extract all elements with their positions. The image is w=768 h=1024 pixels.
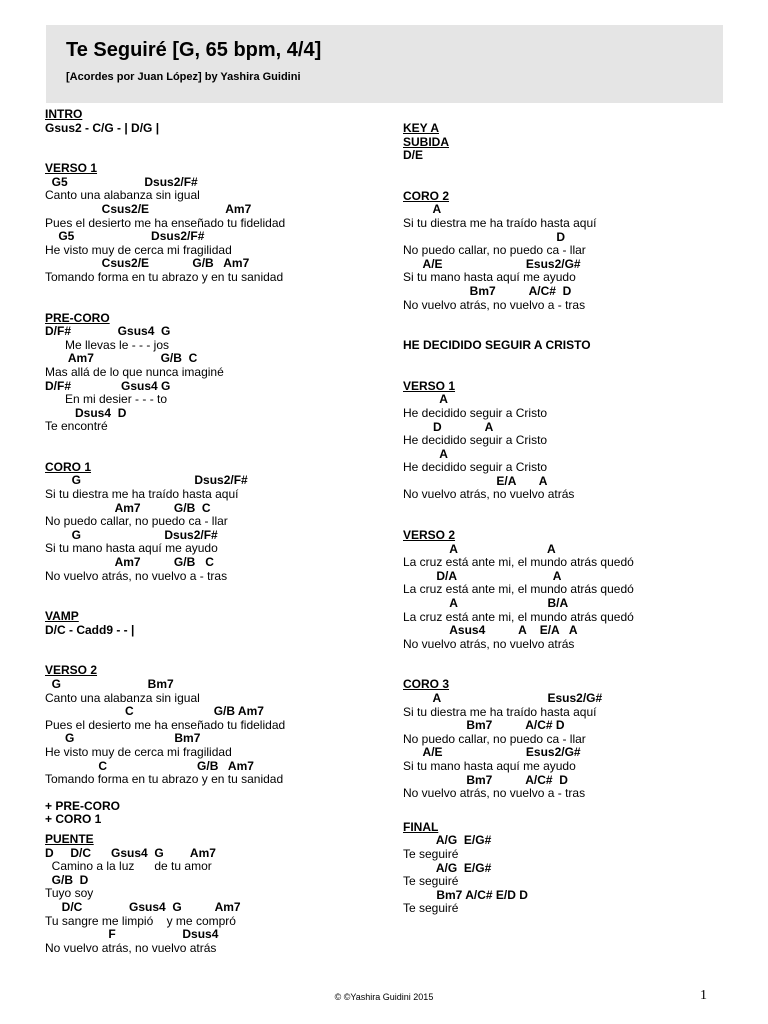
chord-line: G Bm7: [45, 731, 201, 746]
copyright-footer: © ©Yashira Guidini 2015: [334, 992, 434, 1002]
lyric-line: No vuelvo atrás, no vuelvo atrás: [45, 940, 217, 955]
section-pre-coro: [45, 312, 375, 434]
section-verso-2: [45, 664, 375, 786]
section-intro: [45, 108, 375, 135]
section-coro-3: [403, 678, 733, 800]
chord-line: Dsus4 D: [45, 405, 127, 420]
chord-line: Am7 G/B C: [45, 500, 211, 515]
ref-coro-1: + CORO 1: [45, 812, 102, 827]
lyric-line: He decidido seguir a Cristo: [403, 433, 548, 448]
lyric-line: Tomando forma en tu abrazo y en tu sanidad: [45, 269, 284, 284]
section-verso-1-b: [403, 380, 733, 502]
section-label-puente: PUENTE: [45, 831, 94, 846]
lyric-line: Te encontré: [45, 419, 108, 434]
section-label-subida: SUBIDA: [403, 134, 450, 149]
lyric-line: No vuelvo atrás, no vuelvo a - tras: [45, 568, 228, 583]
chord-line: A/G E/G#: [403, 833, 492, 848]
lyric-line: He visto muy de cerca mi fragilidad: [45, 242, 232, 257]
lyric-line: La cruz está ante mi, el mundo atrás quedó: [403, 609, 634, 624]
chord-line: F Dsus4: [45, 927, 219, 942]
chord-line: C G/B Am7: [45, 704, 264, 719]
lyric-line: No vuelvo atrás, no vuelvo a - tras: [403, 786, 586, 801]
chord-line: A B/A: [403, 596, 569, 611]
section-label-final: FINAL: [403, 819, 439, 834]
lyric-line: La cruz está ante mi, el mundo atrás quedó: [403, 582, 634, 597]
lyric-line: No vuelvo atrás, no vuelvo atrás: [403, 636, 575, 651]
section-verso-1: [45, 162, 375, 284]
ref-pre-coro: + PRE-CORO: [45, 798, 121, 813]
section-label-verso-2-b: VERSO 2: [403, 528, 456, 543]
lyric-line: Te seguiré: [403, 846, 459, 861]
section-verso-2-b: [403, 529, 733, 651]
lyric-line: Tu sangre me limpió y me compró: [45, 913, 236, 928]
section-label-intro: INTRO: [45, 107, 83, 121]
section-he-decidido: [403, 339, 733, 353]
section-puente: [45, 833, 375, 955]
lyric-line: No puedo callar, no puedo ca - llar: [45, 514, 228, 529]
chord-line: D/F# Gsus4 G: [45, 324, 171, 339]
chord-line: Csus2/E G/B Am7: [45, 256, 250, 271]
chord-line: Bm7 A/C# E/D D: [403, 887, 528, 902]
chord-line: C G/B Am7: [45, 758, 254, 773]
section-vamp: [45, 610, 375, 637]
chord-line: Bm7 A/C# D: [403, 772, 568, 787]
lyric-line: No vuelvo atrás, no vuelvo a - tras: [403, 297, 586, 312]
chord-line: D/F# Gsus4 G: [45, 378, 171, 393]
chord-line: Csus2/E Am7: [45, 201, 252, 216]
lyric-line: Si tu mano hasta aquí me ayudo: [45, 541, 218, 556]
lyric-line: Si tu mano hasta aquí me ayudo: [403, 758, 576, 773]
lyric-line: En mi desier - - - to: [45, 392, 168, 407]
section-label-pre-coro: PRE-CORO: [45, 310, 110, 325]
section-label-vamp: VAMP: [45, 609, 79, 624]
lyric-line: Mas allá de lo que nunca imaginé: [45, 364, 224, 379]
lyric-line: Tuyo soy: [45, 886, 94, 901]
song-title: Te Seguiré [G, 65 bpm, 4/4]: [66, 39, 322, 61]
lyric-line: Si tu diestra me ha traído hasta aquí: [45, 487, 239, 502]
song-header: [46, 25, 723, 103]
chord-line: D A: [403, 419, 494, 434]
chord-line: D/E: [403, 148, 424, 163]
lyric-line: Si tu diestra me ha traído hasta aquí: [403, 704, 597, 719]
lyric-line: Te seguiré: [403, 874, 459, 889]
chord-line: A: [403, 392, 448, 407]
lyric-line: Si tu mano hasta aquí me ayudo: [403, 270, 576, 285]
song-subtitle: [Acordes por Juan López] by Yashira Guidini: [66, 71, 301, 83]
chord-line: A/E Esus2/G#: [403, 745, 581, 760]
section-coro-2: [403, 190, 733, 312]
lyric-line: No puedo callar, no puedo ca - llar: [403, 731, 586, 746]
lyric-line: He decidido seguir a Cristo: [403, 405, 548, 420]
lyric-line: No vuelvo atrás, no vuelvo atrás: [403, 487, 575, 502]
section-refs: [45, 800, 375, 827]
chord-line: Am7 G/B C: [45, 351, 198, 366]
chord-line: A: [403, 446, 448, 461]
section-label-verso-1-b: VERSO 1: [403, 378, 456, 393]
left-column: [45, 108, 375, 955]
lyric-line: No puedo callar, no puedo ca - llar: [403, 243, 586, 258]
chord-line: D/C - Cadd9 - - |: [45, 622, 135, 637]
chord-line: G Dsus2/F#: [45, 473, 248, 488]
chord-line: D D/C Gsus4 G Am7: [45, 845, 216, 860]
lyric-line: Canto una alabanza sin igual: [45, 188, 200, 203]
lyric-line: Te seguiré: [403, 901, 459, 916]
section-label-verso-1: VERSO 1: [45, 161, 98, 176]
chord-line: A: [403, 202, 442, 217]
he-decidido-heading: HE DECIDIDO SEGUIR A CRISTO: [403, 338, 591, 353]
section-coro-1: [45, 461, 375, 583]
chord-line: D: [403, 229, 566, 244]
chord-line: G Dsus2/F#: [45, 527, 218, 542]
chord-line: A/G E/G#: [403, 860, 492, 875]
lyric-line: Tomando forma en tu abrazo y en tu sanidad: [45, 772, 284, 787]
section-label-coro-3: CORO 3: [403, 677, 450, 692]
lyric-line: He visto muy de cerca mi fragilidad: [45, 744, 232, 759]
chord-line: Gsus2 - C/G - | D/G |: [45, 120, 160, 135]
lyric-line: Si tu diestra me ha traído hasta aquí: [403, 215, 597, 230]
chord-line: D/A A: [403, 568, 562, 583]
lyric-line: Canto una alabanza sin igual: [45, 690, 200, 705]
chord-line: D/C Gsus4 G Am7: [45, 899, 241, 914]
chord-line: E/A A: [403, 473, 548, 488]
chord-line: G5 Dsus2/F#: [45, 229, 205, 244]
lyric-line: Pues el desierto me ha enseñado tu fidelidad: [45, 215, 286, 230]
chord-line: Bm7 A/C# D: [403, 283, 572, 298]
section-final: [403, 821, 733, 916]
chord-line: G5 Dsus2/F#: [45, 174, 198, 189]
chord-line: G Bm7: [45, 677, 174, 691]
chord-line: Am7 G/B C: [45, 555, 214, 570]
section-label-coro-2: CORO 2: [403, 188, 450, 203]
right-column: [403, 122, 733, 916]
chord-line: Asus4 A E/A A: [403, 623, 578, 638]
section-label-coro-1: CORO 1: [45, 459, 92, 474]
section-label-verso-2: VERSO 2: [45, 663, 98, 678]
chord-line: A/E Esus2/G#: [403, 256, 581, 271]
lyric-line: He decidido seguir a Cristo: [403, 460, 548, 475]
lyric-line: Pues el desierto me ha enseñado tu fidelidad: [45, 717, 286, 732]
lyric-line: Me llevas le - - - jos: [45, 337, 170, 352]
lyric-line: Camino a la luz de tu amor: [45, 859, 212, 874]
section-key-change: [403, 122, 733, 163]
chord-line: A A: [403, 541, 556, 556]
chord-line: A Esus2/G#: [403, 691, 603, 705]
chord-line: Bm7 A/C# D: [403, 718, 565, 733]
chord-line: G/B D: [45, 872, 89, 887]
page-number: 1: [700, 988, 707, 1003]
section-label-key: KEY A: [403, 121, 440, 135]
lyric-line: La cruz está ante mi, el mundo atrás quedó: [403, 555, 634, 570]
